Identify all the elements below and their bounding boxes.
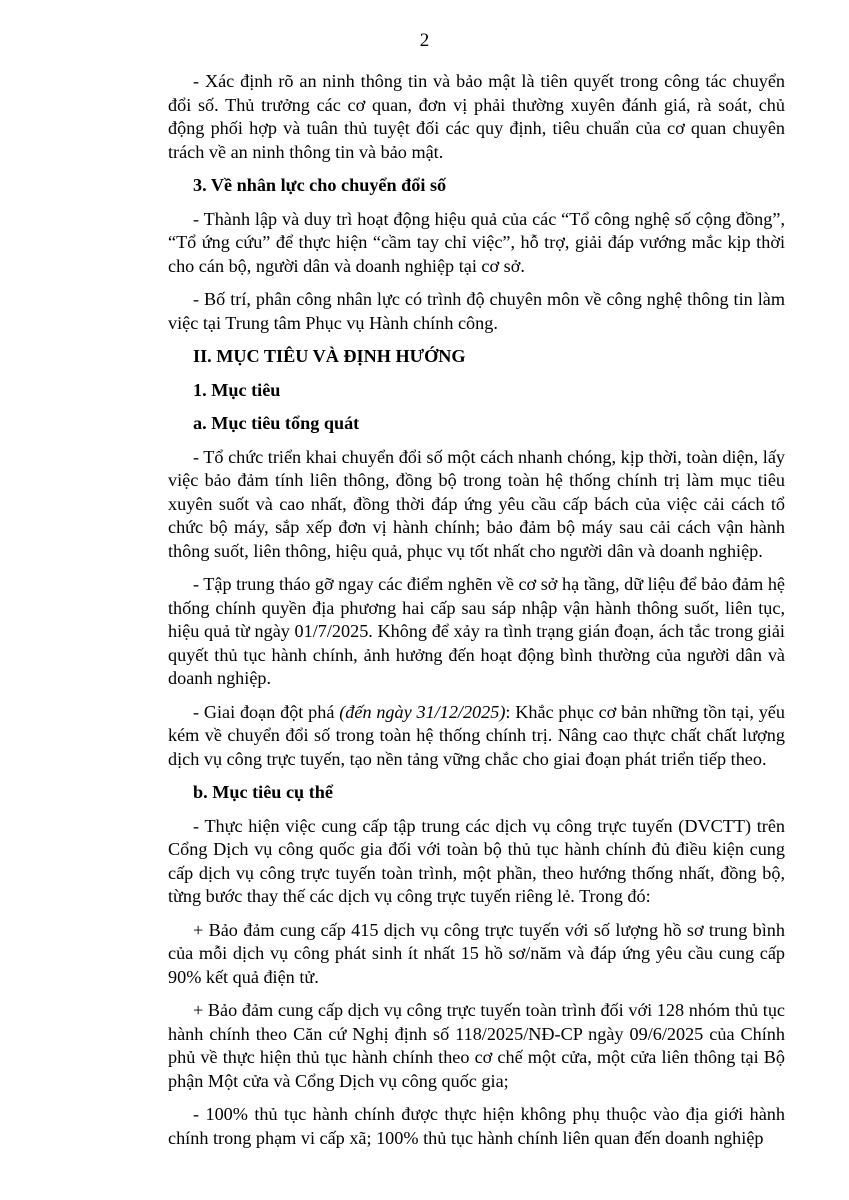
- heading-goals: 1. Mục tiêu: [193, 379, 281, 400]
- heading-specific-goals: b. Mục tiêu cụ thể: [193, 782, 333, 802]
- paragraph-administrative-procedures: - 100% thủ tục hành chính được thực hiện không phụ thuộc vào địa giới hành chính trong phạm vi cấp xã; 100% thủ tục hành chính liên quan đến doanh nghiệp: [168, 1104, 785, 1148]
- page-number: 2: [419, 30, 430, 51]
- heading-human-resources: 3. Về nhân lực cho chuyển đổi số: [193, 175, 447, 195]
- paragraph-128-procedure-groups: + Bảo đảm cung cấp dịch vụ công trực tuyến toàn trình đối với 128 nhóm thủ tục hành chính theo Căn cứ Nghị định số 118/2025/NĐ-CP ngày 09/6/2025 của Chính phủ về thực hiện thủ tục hành chính theo cơ chế một cửa, một cửa liên thông tại Bộ phận Một cửa và Cổng Dịch vụ công quốc gia;: [168, 1000, 785, 1091]
- heading-goals-and-directions: II. MỤC TIÊU VÀ ĐỊNH HƯỚNG: [193, 346, 466, 366]
- heading-general-goals: a. Mục tiêu tổng quát: [193, 413, 360, 433]
- document-body: [168, 70, 785, 1160]
- paragraph-general-goal-1: - Tổ chức triển khai chuyển đổi số một cách nhanh chóng, kịp thời, toàn diện, lấy việc bảo đảm tính liên thông, đồng bộ trong toàn hệ thống chính trị làm mục tiêu xuyên suốt và cao nhất, đồng thời đáp ứng yêu cầu cấp bách của việc cải cách tổ chức bộ máy, sắp xếp đơn vị hành chính; bảo đảm bộ máy sau cải cách vận hành thông suốt, liên thông, hiệu quả, phục vụ tốt nhất cho người dân và doanh nghiệp.: [168, 446, 785, 561]
- breakthrough-phase-text: : Khắc phục cơ bản những tồn tại, yếu kém về chuyển đổi số trong toàn hệ thống chính trị. Nâng cao thực chất chất lượng dịch vụ công trực tuyến, tạo nền tảng vững chắc cho giai đoạn phát triển tiếp theo.: [168, 701, 785, 769]
- breakthrough-phase-lead: - Giai đoạn đột phá: [193, 701, 340, 722]
- paragraph-general-goal-2: - Tập trung tháo gỡ ngay các điểm nghẽn về cơ sở hạ tầng, dữ liệu để bảo đảm hệ thống chính quyền địa phương hai cấp sau sáp nhập vận hành thông suốt, liên tục, hiệu quả từ ngày 01/7/2025. Không để xảy ra tình trạng gián đoạn, ách tắc trong giải quyết thủ tục hành chính, ảnh hưởng đến hoạt động bình thường của người dân và doanh nghiệp.: [168, 574, 785, 688]
- paragraph-support-teams: - Thành lập và duy trì hoạt động hiệu quả của các “Tổ công nghệ số cộng đồng”, “Tổ ứng cứu” để thực hiện “cầm tay chỉ việc”, hỗ trợ, giải đáp vướng mắc kịp thời cho cán bộ, người dân và doanh nghiệp tại cơ sở.: [168, 208, 785, 276]
- paragraph-breakthrough-phase: [168, 701, 785, 772]
- paragraph-security: - Xác định rõ an ninh thông tin và bảo mật là tiên quyết trong công tác chuyển đổi số. Thủ trưởng các cơ quan, đơn vị phải thường xuyên đánh giá, rà soát, chủ động phối hợp và tuân thủ tuyệt đối các quy định, tiêu chuẩn của cơ quan chuyên trách về an ninh thông tin và bảo mật.: [168, 71, 785, 162]
- breakthrough-phase-deadline: (đến ngày 31/12/2025): [339, 701, 506, 722]
- paragraph-staffing: - Bố trí, phân công nhân lực có trình độ chuyên môn về công nghệ thông tin làm việc tại Trung tâm Phục vụ Hành chính công.: [168, 289, 785, 333]
- paragraph-online-services: - Thực hiện việc cung cấp tập trung các dịch vụ công trực tuyến (DVCTT) trên Cổng Dịch vụ công quốc gia đối với toàn bộ thủ tục hành chính đủ điều kiện cung cấp dịch vụ công trực tuyến toàn trình, một phần, theo hướng thống nhất, đồng bộ, từng bước thay thế các dịch vụ công trực tuyến riêng lẻ. Trong đó:: [168, 815, 785, 906]
- paragraph-415-services: + Bảo đảm cung cấp 415 dịch vụ công trực tuyến với số lượng hồ sơ trung bình của mỗi dịch vụ công phát sinh ít nhất 15 hồ sơ/năm và đáp ứng yêu cầu cung cấp 90% kết quả điện tử.: [168, 919, 785, 987]
